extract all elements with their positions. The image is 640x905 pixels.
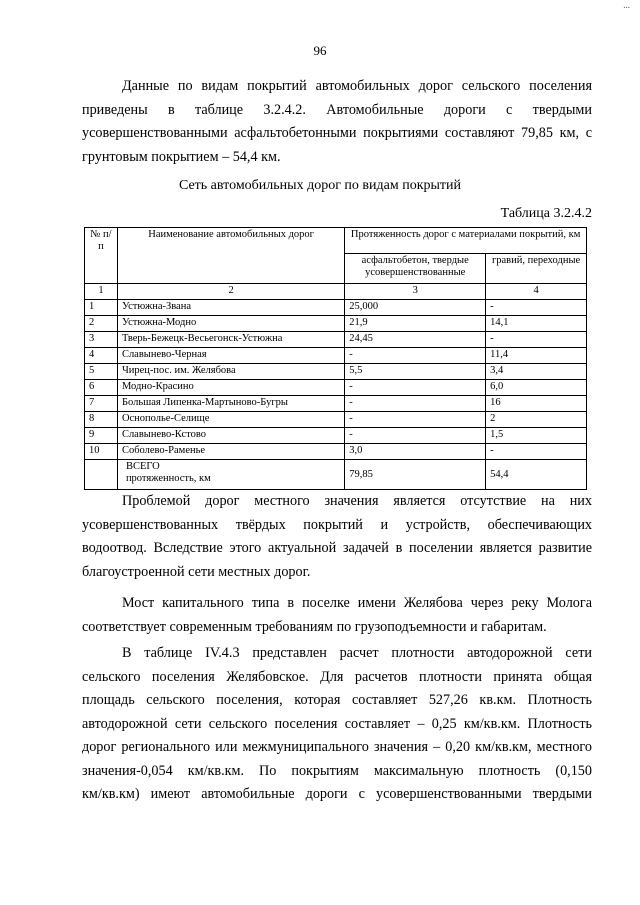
total-label	[117, 460, 344, 490]
row-num: 7	[85, 396, 118, 412]
row-name: Устюжна-Модно	[117, 316, 344, 332]
row-num: 2	[85, 316, 118, 332]
row-asphalt: 24,45	[345, 332, 486, 348]
row-name: Чирец-пос. им. Желябова	[117, 364, 344, 380]
table-row	[85, 428, 587, 444]
column-number: 3	[345, 284, 486, 300]
header-name: Наименование автомобильных дорог	[117, 228, 344, 284]
header-num: № п/п	[85, 228, 118, 284]
column-number: 2	[117, 284, 344, 300]
table-row	[85, 444, 587, 460]
row-num: 10	[85, 444, 118, 460]
total-label-line2: протяженность, км	[125, 473, 211, 484]
row-name: Соболево-Раменье	[117, 444, 344, 460]
text-line: автодорожной сети сельского поселения составляет – 0,25 км/кв.км. Плотность	[82, 715, 592, 732]
row-gravel: 2	[486, 412, 587, 428]
table-row	[85, 364, 587, 380]
header-length: Протяженность дорог с материалами покрытий, км	[345, 228, 587, 254]
page-number: 96	[313, 43, 327, 58]
roads-table	[84, 227, 587, 490]
text-line: дорог регионального или межмуниципального значения – 0,20 км/кв.км, местного	[82, 739, 592, 755]
row-num: 3	[85, 332, 118, 348]
table-label: Таблица 3.2.4.2	[500, 206, 592, 221]
row-asphalt: -	[345, 380, 486, 396]
corner-mark: ...	[623, 0, 630, 10]
bridge-paragraph	[82, 592, 592, 639]
row-asphalt: -	[345, 428, 486, 444]
row-asphalt: 3,0	[345, 444, 486, 460]
table-row	[85, 300, 587, 316]
header-gravel: гравий, переходные	[486, 254, 587, 284]
table-title: Сеть автомобильных дорог по видам покрытий	[178, 178, 462, 193]
table-row	[85, 412, 587, 428]
table-row	[85, 396, 587, 412]
row-asphalt: -	[345, 396, 486, 412]
text-line: Данные по видам покрытий автомобильных дорог сельского поселения	[122, 78, 592, 94]
text-line: благоустроенной сети местных дорог.	[82, 563, 311, 580]
text-line: Проблемой дорог местного значения является отсутствие на них	[122, 493, 592, 509]
text-line: усовершенствованными асфальтобетонными покрытиями составляют 79,85 км, с	[82, 125, 592, 141]
row-asphalt: 21,9	[345, 316, 486, 332]
intro-paragraph	[82, 75, 592, 169]
text-line: соответствует современным требованиям по грузоподъемности и габаритам.	[82, 618, 547, 635]
text-line: усовершенствованных твёрдых покрытий и устройств, обеспечивающих	[82, 516, 592, 533]
row-gravel: -	[486, 444, 587, 460]
total-gravel: 54,4	[486, 460, 587, 490]
text-line: площадь сельского поселения, которая составляет 527,26 кв.км. Плотность	[82, 692, 592, 708]
row-asphalt: -	[345, 412, 486, 428]
text-line: водоотвод. Вследствие этого актуальной задачей в поселении является развитие	[82, 540, 592, 556]
row-name: Славынево-Кстово	[117, 428, 344, 444]
column-number-row	[85, 284, 587, 300]
text-line: В таблице IV.4.3 представлен расчет плотности автодорожной сети	[122, 645, 592, 661]
row-gravel: 16	[486, 396, 587, 412]
row-name: Тверь-Бежецк-Весьегонск-Устюжна	[117, 332, 344, 348]
row-gravel: 3,4	[486, 364, 587, 380]
table-header-row	[85, 228, 587, 254]
text-line: Мост капитального типа в поселке имени Желябова через реку Молога	[122, 595, 592, 611]
row-gravel: 11,4	[486, 348, 587, 364]
total-asphalt: 79,85	[345, 460, 486, 490]
problem-paragraph	[82, 490, 592, 584]
row-gravel: 6,0	[486, 380, 587, 396]
row-name: Устюжна-Звана	[117, 300, 344, 316]
row-num: 8	[85, 412, 118, 428]
table-row	[85, 380, 587, 396]
column-number: 4	[486, 284, 587, 300]
total-num	[85, 460, 118, 490]
text-line: значения-0,054 км/кв.км. По покрытиям максимальную плотность (0,150	[82, 762, 592, 779]
row-name: Большая Липенка-Мартыново-Бугры	[117, 396, 344, 412]
row-gravel: 1,5	[486, 428, 587, 444]
row-name: Оснополье-Селище	[117, 412, 344, 428]
table-row	[85, 332, 587, 348]
table-row	[85, 348, 587, 364]
table-total-row	[85, 460, 587, 490]
text-line: сельского поселения Желябовское. Для расчетов плотности принята общая	[82, 668, 592, 685]
text-line: км/кв.км) имеют автомобильные дороги с усовершенствованными твердыми	[82, 786, 592, 802]
row-gravel: -	[486, 300, 587, 316]
row-asphalt: -	[345, 348, 486, 364]
row-asphalt: 5,5	[345, 364, 486, 380]
column-number: 1	[85, 284, 118, 300]
row-num: 5	[85, 364, 118, 380]
row-name: Модно-Красино	[117, 380, 344, 396]
row-num: 4	[85, 348, 118, 364]
header-asphalt: асфальтобетон, твердые усовершенствованные	[345, 254, 486, 284]
text-line: приведены в таблице 3.2.4.2. Автомобильные дороги с твердыми	[82, 101, 592, 118]
row-asphalt: 25,000	[345, 300, 486, 316]
row-num: 6	[85, 380, 118, 396]
row-gravel: -	[486, 332, 587, 348]
text-line: грунтовым покрытием – 54,4 км.	[82, 148, 281, 165]
row-num: 9	[85, 428, 118, 444]
total-label-line1: ВСЕГО	[125, 461, 160, 472]
density-paragraph	[82, 642, 592, 807]
table-row	[85, 316, 587, 332]
row-num: 1	[85, 300, 118, 316]
row-name: Славынево-Черная	[117, 348, 344, 364]
row-gravel: 14,1	[486, 316, 587, 332]
